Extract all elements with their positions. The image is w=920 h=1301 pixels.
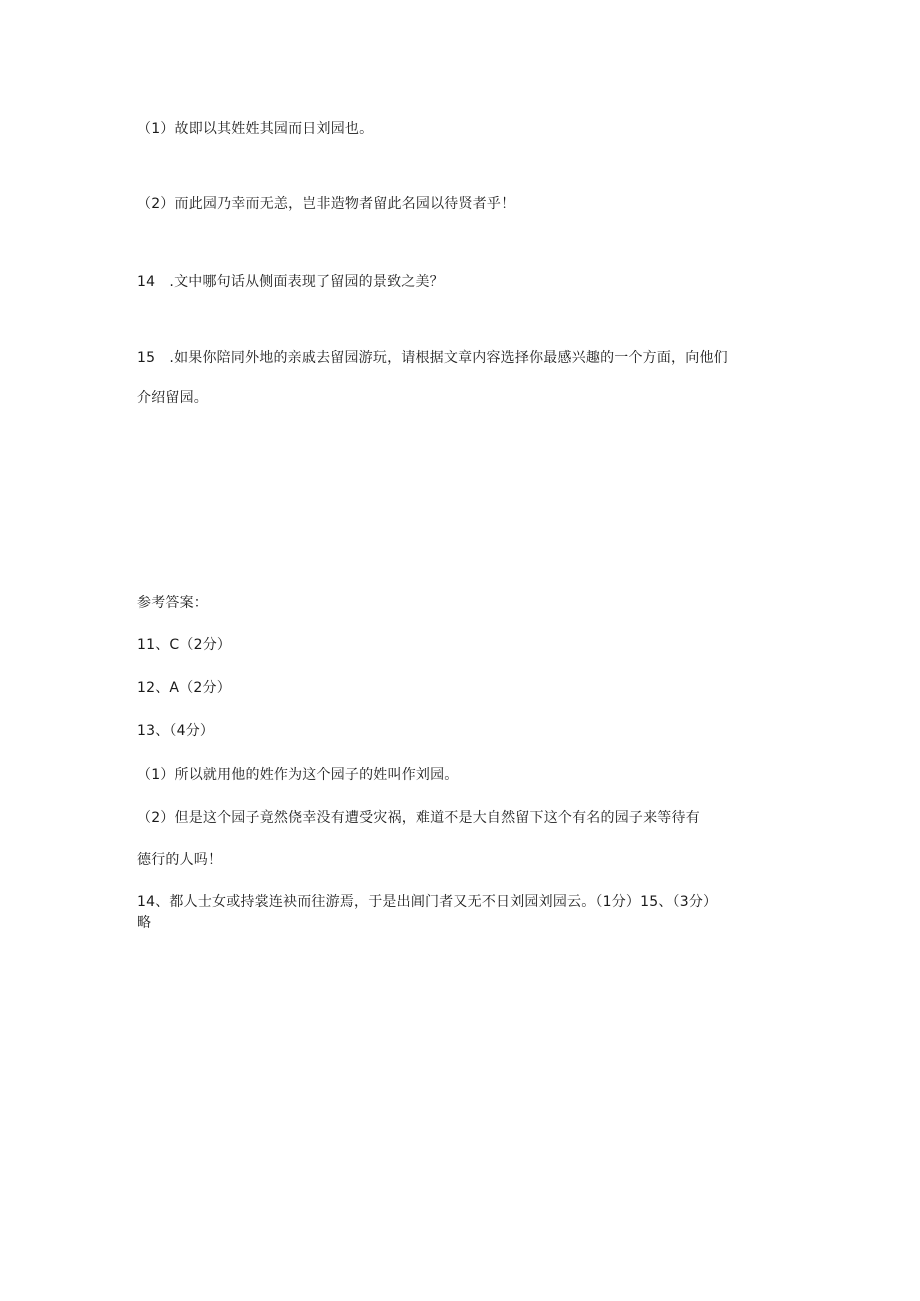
answer-13-item-2-line-2: 德行的人吗！ [137,852,223,868]
answer-11: 11、C（2分） [137,637,232,653]
question-13-item-1: （1）故即以其姓姓其园而日刘园也。 [137,121,374,137]
answer-13-item-1: （1）所以就用他的姓作为这个园子的姓叫作刘园。 [137,767,459,783]
question-15-line-1: 15 .如果你陪同外地的亲戚去留园游玩，请根据文章内容选择你最感兴趣的一个方面，向他们 [137,350,728,366]
question-14: 14 .文中哪句话从侧面表现了留园的景致之美？ [137,274,444,290]
answers-heading: 参考答案： [137,595,208,611]
question-15-line-2: 介绍留园。 [137,390,208,406]
answer-13: 13、（4分） [137,723,215,739]
answer-13-item-2-line-1: （2）但是这个园子竟然侥幸没有遭受灾祸，难道不是大自然留下这个有名的园子来等待有 [137,810,700,826]
answer-15-line-2: 略 [137,915,152,931]
question-13-item-2: （2）而此园乃幸而无恙，岂非造物者留此名园以待贤者乎！ [137,196,516,212]
answer-12: 12、A（2分） [137,680,231,696]
answer-14-15-line-1: 14、都人士女或持裳连袂而往游焉，于是出阊门者又无不日刘园刘园云。（1分）15、（3分） [137,894,718,910]
